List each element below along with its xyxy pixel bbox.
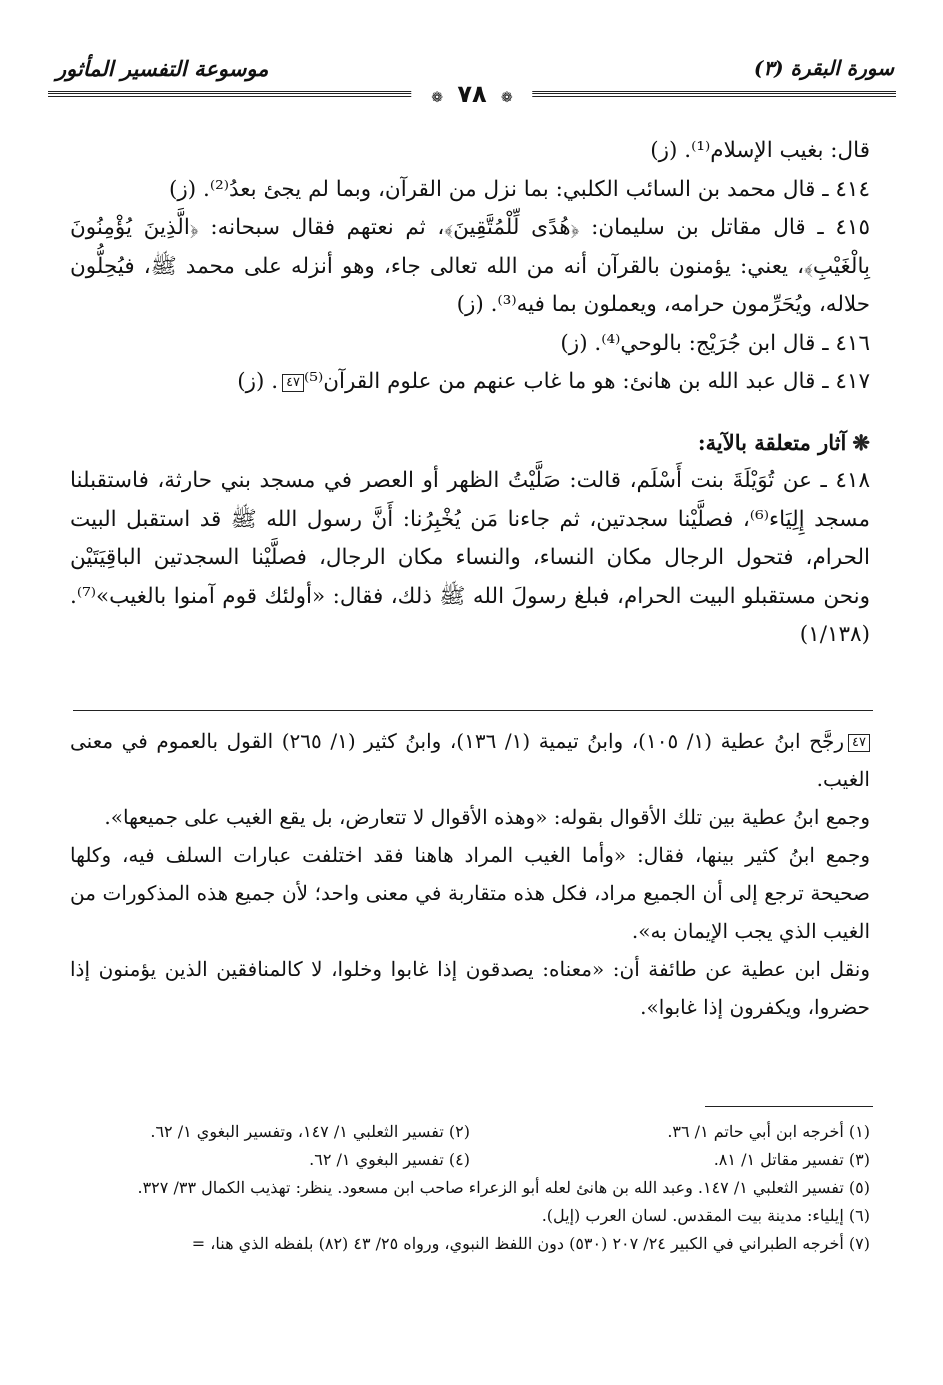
footnote-7: (٧) أخرجه الطبراني في الكبير ٢٤/ ٢٠٧ (٥٣٠) دون اللفظ النبوي، ورواه ٢٥/ ٤٣ (٨٢) بلفظه الذي هنا، = xyxy=(191,1234,870,1253)
narration-418: ٤١٨ ـ عن تُوَيْلَةَ بنت أَسْلَم، قالت: صَلَّيْتُ الظهر أو العصر في مسجد بني حارثة، فاستقبلنا مسجد إِلِيَاء⁽⁶⁾، فصلَّيْنا سجدتين، ثم جاءنا مَن يُخْبِرُنا: أَنَّ رسول الله ﷺ قد استقبل البيت الحرام، فتحول الرجال مكان النساء، والنساء مكان الرجال، فصلَّيْنا السجدتين الباقِيَتَيْن ونحن مستقبلو البيت الحرام، فبلغ رسولَ الله ﷺ ذلك، فقال: «أولئك قوم آمنوا بالغيب»⁽⁷⁾. (١/١٣٨) xyxy=(70,468,870,647)
section-heading-text: آثار متعلقة بالآية: xyxy=(697,429,847,455)
footnote-row xyxy=(70,1118,870,1146)
flower-icon: ❋ xyxy=(852,429,870,455)
page-number-box xyxy=(411,80,532,108)
comment-ref-badge: ٤٧ xyxy=(282,374,304,392)
footnote-row xyxy=(70,1146,870,1174)
footnote-5: (٥) تفسير الثعلبي ١/ ١٤٧. وعبد الله بن هانئ لعله أبو الزعراء صاحب ابن مسعود. ينظر: تهذيب الكمال ٣٣/ ٣٢٧. xyxy=(137,1178,870,1197)
narration-417-end: . (ز) xyxy=(237,369,279,394)
footnote-4: (٤) تفسير البغوي ١/ ٦٢. xyxy=(309,1150,470,1169)
narration-416: ٤١٦ ـ قال ابن جُرَيْج: بالوحي⁽⁴⁾. (ز) xyxy=(560,330,870,356)
surah-title: سورة البقرة (٣) xyxy=(753,56,894,80)
ornament-icon: ❁ xyxy=(501,90,513,106)
text-line: قال: بغيب الإسلام⁽¹⁾. (ز) xyxy=(650,138,870,163)
main-text xyxy=(70,132,870,655)
footnote-2: (٢) تفسير الثعلبي ١/ ١٤٧، وتفسير البغوي ١/ ٦٢. xyxy=(150,1122,470,1141)
commentary-paragraph: وجمع ابنُ عطية بين تلك الأقوال بقوله: «وهذه الأقوال لا تتعارض، بل يقع الغيب على جميعها». xyxy=(104,805,870,829)
page-number: ٧٨ xyxy=(457,80,487,108)
commentary-text: رجَّح ابنُ عطية (١/ ١٠٥)، وابنُ تيمية (١/ ١٣٦)، وابنُ كثير (١/ ٢٦٥) القول بالعموم في معنى الغيب. xyxy=(70,729,870,791)
narration-417-text: ٤١٧ ـ قال عبد الله بن هانئ: هو ما غاب عنهم من علوم القرآن⁽⁵⁾ xyxy=(304,369,870,394)
narration-414: ٤١٤ ـ قال محمد بن السائب الكلبي: بما نزل من القرآن، وبما لم يجئ بعدُ⁽²⁾. (ز) xyxy=(169,176,870,202)
ornament-icon: ❁ xyxy=(431,90,443,106)
footnote-1: (١) أخرجه ابن أبي حاتم ١/ ٣٦. xyxy=(667,1122,870,1141)
footnote-3: (٣) تفسير مقاتل ١/ ٨١. xyxy=(713,1150,870,1169)
footnotes xyxy=(70,1118,870,1258)
book-title: موسوعة التفسير المأثور xyxy=(56,56,269,81)
narration-415: ٤١٥ ـ قال مقاتل بن سليمان: ﴿هُدًى لِّلْمُتَّقِينَ﴾، ثم نعتهم فقال سبحانه: ﴿الَّذِينَ يُؤْمِنُونَ بِالْغَيْبِ﴾، يعني: يؤمنون بالقرآن أنه من الله تعالى جاء، وهو أنزله على محمد ﷺ، فيُحِلُّون حلاله، ويُحَرِّمون حرامه، ويعملون بما فيه⁽³⁾. (ز) xyxy=(70,215,870,317)
section-heading xyxy=(70,424,870,463)
commentary xyxy=(70,722,870,1026)
commentary-paragraph: ونقل ابن عطية عن طائفة أن: «معناه: يصدقون إذا غابوا وخلوا، لا كالمنافقين الذين يؤمنون إذا حضروا، ويكفرون إذا غابوا». xyxy=(70,957,870,1019)
commentary-paragraph xyxy=(70,722,870,798)
comment-number-badge: ٤٧ xyxy=(848,734,870,752)
narration-417 xyxy=(70,363,870,402)
footnote-6: (٦) إيلياء: مدينة بيت المقدس. لسان العرب (إيل). xyxy=(541,1206,870,1225)
running-header xyxy=(48,56,896,112)
footnote-rule xyxy=(705,1106,873,1107)
commentary-paragraph: وجمع ابنُ كثير بينها، فقال: «وأما الغيب المراد هاهنا فقد اختلفت عبارات السلف فيه، وكلها صحيحة ترجع إلى أن الجميع مراد، فكل هذه متقاربة في معنى واحد؛ لأن جميع هذه المذكورات من الغيب الذي يجب الإيمان به». xyxy=(70,843,870,943)
